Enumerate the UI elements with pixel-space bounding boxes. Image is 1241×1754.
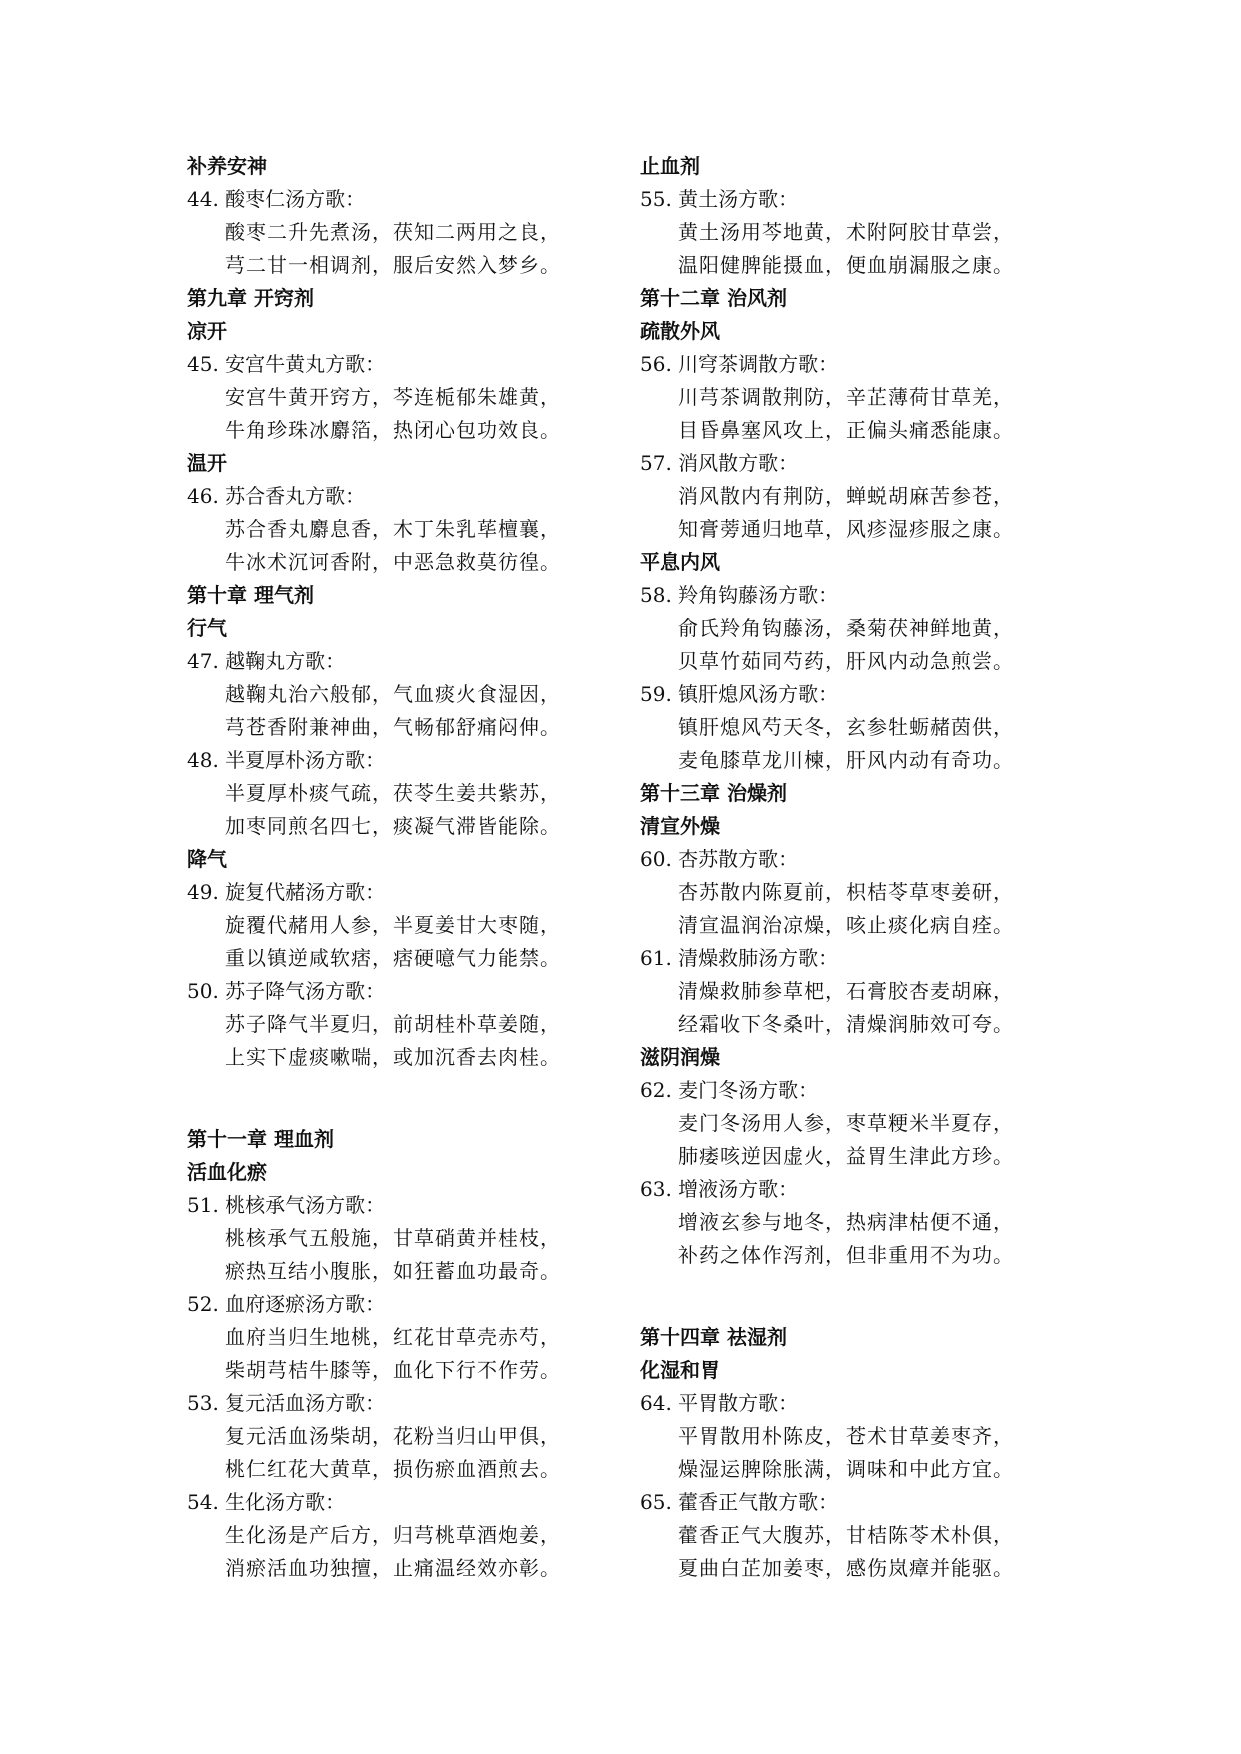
section-heading: 第十三章 治燥剂 <box>640 781 787 805</box>
verse-line: 清宣温润治凉燥，咳止痰化病自痊。 <box>678 913 1014 937</box>
section-heading: 温开 <box>187 451 227 475</box>
verse-line: 平胃散用朴陈皮，苍术甘草姜枣齐， <box>678 1424 1014 1448</box>
verse-line: 重以镇逆咸软痞，痞硬噫气力能禁。 <box>225 946 561 970</box>
formula-title: 57. 消风散方歌： <box>640 451 799 475</box>
verse-line: 补药之体作泻剂，但非重用不为功。 <box>678 1243 1014 1267</box>
verse-line: 目昏鼻塞风攻上，正偏头痛悉能康。 <box>678 418 1014 442</box>
formula-title: 51. 桃核承气汤方歌： <box>187 1193 386 1217</box>
section-heading: 疏散外风 <box>640 319 720 343</box>
verse-line: 加枣同煎名四七，痰凝气滞皆能除。 <box>225 814 561 838</box>
verse-line: 安宫牛黄开窍方，芩连栀郁朱雄黄， <box>225 385 561 409</box>
verse-line: 血府当归生地桃，红花甘草壳赤芍， <box>225 1325 561 1349</box>
formula-title: 54. 生化汤方歌： <box>187 1490 346 1514</box>
formula-title: 46. 苏合香丸方歌： <box>187 484 366 508</box>
verse-line: 桃核承气五般施，甘草硝黄并桂枝， <box>225 1226 561 1250</box>
formula-title: 44. 酸枣仁汤方歌： <box>187 187 366 211</box>
formula-title: 65. 藿香正气散方歌： <box>640 1490 839 1514</box>
verse-line: 牛角珍珠冰麝箔，热闭心包功效良。 <box>225 418 561 442</box>
verse-line: 黄土汤用芩地黄，术附阿胶甘草尝， <box>678 220 1014 244</box>
formula-title: 49. 旋复代赭汤方歌： <box>187 880 386 904</box>
formula-title: 56. 川穹茶调散方歌： <box>640 352 839 376</box>
section-heading: 平息内风 <box>640 550 720 574</box>
section-heading: 第十四章 祛湿剂 <box>640 1325 787 1349</box>
section-heading: 滋阴润燥 <box>640 1045 720 1069</box>
formula-title: 60. 杏苏散方歌： <box>640 847 799 871</box>
verse-line: 燥湿运脾除胀满，调味和中此方宜。 <box>678 1457 1014 1481</box>
verse-line: 麦门冬汤用人参，枣草粳米半夏存， <box>678 1111 1014 1135</box>
verse-line: 清燥救肺参草杷，石膏胶杏麦胡麻， <box>678 979 1014 1003</box>
section-spacer <box>187 1074 607 1123</box>
formula-title: 53. 复元活血汤方歌： <box>187 1391 386 1415</box>
right-column <box>640 150 1060 1585</box>
formula-title: 58. 羚角钩藤汤方歌： <box>640 583 839 607</box>
section-heading: 降气 <box>187 847 227 871</box>
left-column <box>187 150 607 1585</box>
verse-line: 杏苏散内陈夏前，枳桔苓草枣姜研， <box>678 880 1014 904</box>
section-heading: 第九章 开窍剂 <box>187 286 314 310</box>
verse-line: 知膏蒡通归地草，风疹湿疹服之康。 <box>678 517 1014 541</box>
verse-line: 消风散内有荆防，蝉蜕胡麻苦参苍， <box>678 484 1014 508</box>
formula-title: 59. 镇肝熄风汤方歌： <box>640 682 839 706</box>
formula-title: 55. 黄土汤方歌： <box>640 187 799 211</box>
verse-line: 肺痿咳逆因虚火，益胃生津此方珍。 <box>678 1144 1014 1168</box>
verse-line: 瘀热互结小腹胀，如狂蓄血功最奇。 <box>225 1259 561 1283</box>
section-heading: 凉开 <box>187 319 227 343</box>
verse-line: 芎二甘一相调剂，服后安然入梦乡。 <box>225 253 561 277</box>
verse-line: 苏合香丸麝息香，木丁朱乳荜檀襄， <box>225 517 561 541</box>
verse-line: 经霜收下冬桑叶，清燥润肺效可夸。 <box>678 1012 1014 1036</box>
formula-title: 61. 清燥救肺汤方歌： <box>640 946 839 970</box>
section-heading: 第十一章 理血剂 <box>187 1127 334 1151</box>
verse-line: 麦龟膝草龙川楝，肝风内动有奇功。 <box>678 748 1014 772</box>
section-heading: 行气 <box>187 616 227 640</box>
verse-line: 复元活血汤柴胡，花粉当归山甲俱， <box>225 1424 561 1448</box>
verse-line: 贝草竹茹同芍药，肝风内动急煎尝。 <box>678 649 1014 673</box>
verse-line: 上实下虚痰嗽喘，或加沉香去肉桂。 <box>225 1045 561 1069</box>
verse-line: 桃仁红花大黄草，损伤瘀血酒煎去。 <box>225 1457 561 1481</box>
verse-line: 生化汤是产后方，归芎桃草酒炮姜， <box>225 1523 561 1547</box>
verse-line: 温阳健脾能摄血，便血崩漏服之康。 <box>678 253 1014 277</box>
verse-line: 苏子降气半夏归，前胡桂朴草姜随， <box>225 1012 561 1036</box>
formula-title: 62. 麦门冬汤方歌： <box>640 1078 819 1102</box>
verse-line: 酸枣二升先煮汤，茯知二两用之良， <box>225 220 561 244</box>
formula-title: 45. 安宫牛黄丸方歌： <box>187 352 386 376</box>
verse-line: 越鞠丸治六般郁，气血痰火食湿因， <box>225 682 561 706</box>
formula-title: 50. 苏子降气汤方歌： <box>187 979 386 1003</box>
verse-line: 夏曲白芷加姜枣，感伤岚瘴并能驱。 <box>678 1556 1014 1580</box>
verse-line: 柴胡芎桔牛膝等，血化下行不作劳。 <box>225 1358 561 1382</box>
formula-title: 64. 平胃散方歌： <box>640 1391 799 1415</box>
section-heading: 化湿和胃 <box>640 1358 720 1382</box>
formula-title: 52. 血府逐瘀汤方歌： <box>187 1292 386 1316</box>
section-heading: 清宣外燥 <box>640 814 720 838</box>
formula-title: 48. 半夏厚朴汤方歌： <box>187 748 386 772</box>
section-heading: 第十章 理气剂 <box>187 583 314 607</box>
verse-line: 俞氏羚角钩藤汤，桑菊茯神鲜地黄， <box>678 616 1014 640</box>
verse-line: 镇肝熄风芍天冬，玄参牡蛎赭茵供， <box>678 715 1014 739</box>
verse-line: 芎苍香附兼神曲，气畅郁舒痛闷伸。 <box>225 715 561 739</box>
formula-title: 47. 越鞠丸方歌： <box>187 649 346 673</box>
section-heading: 第十二章 治风剂 <box>640 286 787 310</box>
section-heading: 活血化瘀 <box>187 1160 267 1184</box>
verse-line: 旋覆代赭用人参，半夏姜甘大枣随， <box>225 913 561 937</box>
verse-line: 川芎茶调散荆防，辛芷薄荷甘草羌， <box>678 385 1014 409</box>
section-heading: 止血剂 <box>640 154 700 178</box>
section-spacer <box>640 1272 1060 1321</box>
formula-title: 63. 增液汤方歌： <box>640 1177 799 1201</box>
verse-line: 半夏厚朴痰气疏，茯苓生姜共紫苏， <box>225 781 561 805</box>
verse-line: 牛冰术沉诃香附，中恶急救莫彷徨。 <box>225 550 561 574</box>
section-heading: 补养安神 <box>187 154 267 178</box>
verse-line: 增液玄参与地冬，热病津枯便不通， <box>678 1210 1014 1234</box>
verse-line: 消瘀活血功独擅，止痛温经效亦彰。 <box>225 1556 561 1580</box>
verse-line: 藿香正气大腹苏，甘桔陈苓术朴俱， <box>678 1523 1014 1547</box>
